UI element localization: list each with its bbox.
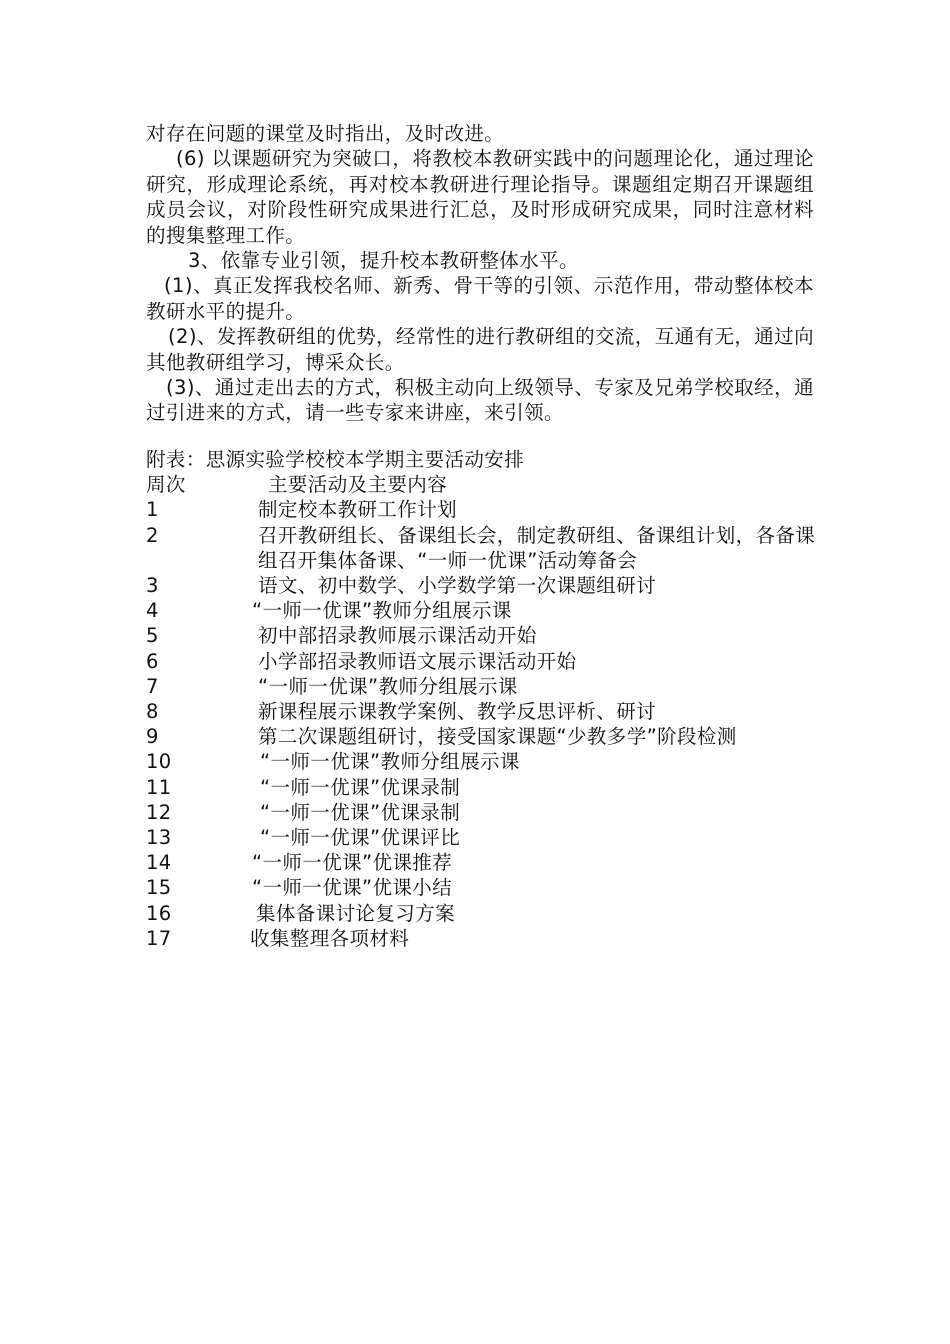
week-number: 11 xyxy=(146,775,172,799)
section-heading: 3、依靠专业引领，提升校本教研整体水平。 xyxy=(188,249,579,273)
schedule-caption: 附表：思源实验学校校本学期主要活动安排 xyxy=(146,448,525,471)
table-row xyxy=(146,674,826,699)
activity-text: “一师一优课”优课小结 xyxy=(252,876,453,900)
activity-text: “一师一优课”教师分组展示课 xyxy=(258,674,518,698)
schedule-header-row xyxy=(146,472,826,497)
week-number: 10 xyxy=(146,750,172,774)
table-row xyxy=(146,497,826,522)
table-row xyxy=(146,800,826,825)
body-text xyxy=(146,121,814,426)
week-number: 5 xyxy=(146,624,159,648)
table-row xyxy=(146,875,826,900)
week-number: 7 xyxy=(146,674,159,698)
table-row xyxy=(146,573,826,598)
week-number: 14 xyxy=(146,851,172,875)
table-row xyxy=(146,850,826,875)
paragraph: 对存在问题的课堂及时指出，及时改进。 xyxy=(146,122,505,145)
activity-text: “一师一优课”优课录制 xyxy=(260,800,461,824)
header-week: 周次 xyxy=(146,473,186,497)
schedule-table xyxy=(146,447,826,951)
activity-text: 收集整理各项材料 xyxy=(250,926,410,950)
activity-text: 新课程展示课教学案例、教学反思评析、研讨 xyxy=(258,700,657,724)
paragraph: (1)、真正发挥我校名师、新秀、骨干等的引领、示范作用，带动整体校本教研水平的提升。 xyxy=(146,274,814,323)
week-number: 6 xyxy=(146,649,159,673)
activity-text: “一师一优课”教师分组展示课 xyxy=(260,750,520,774)
week-number: 15 xyxy=(146,876,172,900)
table-row xyxy=(146,699,826,724)
week-number: 4 xyxy=(146,599,159,623)
activity-text: 集体备课讨论复习方案 xyxy=(256,901,456,925)
table-row xyxy=(146,623,826,648)
activity-text: “一师一优课”优课录制 xyxy=(260,775,461,799)
table-row xyxy=(146,825,826,850)
activity-text: 小学部招录教师语文展示课活动开始 xyxy=(258,649,577,673)
activity-text: 语文、初中数学、小学数学第一次课题组研讨 xyxy=(258,574,657,598)
paragraph: (3)、通过走出去的方式，积极主动向上级领导、专家及兄弟学校取经，通过引进来的方式，请一些专家来讲座，来引领。 xyxy=(146,376,814,425)
activity-text: “一师一优课”优课推荐 xyxy=(252,851,453,875)
table-row xyxy=(146,598,826,623)
activity-text: 第二次课题组研讨，接受国家课题“少教多学”阶段检测 xyxy=(258,725,737,749)
activity-text: “一师一优课”优课评比 xyxy=(260,826,461,850)
week-number: 9 xyxy=(146,725,159,749)
activity-text: 初中部招录教师展示课活动开始 xyxy=(258,624,537,648)
table-row xyxy=(146,649,826,674)
activity-text: 制定校本教研工作计划 xyxy=(258,498,458,522)
table-row xyxy=(146,724,826,749)
header-activity: 主要活动及主要内容 xyxy=(268,473,448,497)
table-row xyxy=(146,901,826,926)
activity-text: “一师一优课”教师分组展示课 xyxy=(252,599,512,623)
week-number: 3 xyxy=(146,574,159,598)
table-row xyxy=(146,523,826,573)
week-number: 1 xyxy=(146,498,159,522)
week-number: 17 xyxy=(146,926,172,950)
table-row xyxy=(146,926,826,951)
paragraph: (6) 以课题研究为突破口，将教校本教研实践中的问题理论化，通过理论研究，形成理论系统，再对校本教研进行理论指导。课题组定期召开课题组成员会议，对阶段性研究成果进行汇总，及时形成研究成果，同时注意材料的搜集整理工作。 xyxy=(146,147,814,247)
schedule-rows xyxy=(146,497,826,951)
week-number: 16 xyxy=(146,901,172,925)
activity-text: 召开教研组长、备课组长会，制定教研组、备课组计划，各备课组召开集体备课、“一师一优课”活动筹备会 xyxy=(258,523,816,572)
week-number: 13 xyxy=(146,826,172,850)
week-number: 2 xyxy=(146,523,159,547)
paragraph: (2)、发挥教研组的优势，经常性的进行教研组的交流，互通有无，通过向其他教研组学习，博采众长。 xyxy=(146,325,814,374)
week-number: 8 xyxy=(146,700,159,724)
table-row xyxy=(146,749,826,774)
table-row xyxy=(146,775,826,800)
week-number: 12 xyxy=(146,800,172,824)
